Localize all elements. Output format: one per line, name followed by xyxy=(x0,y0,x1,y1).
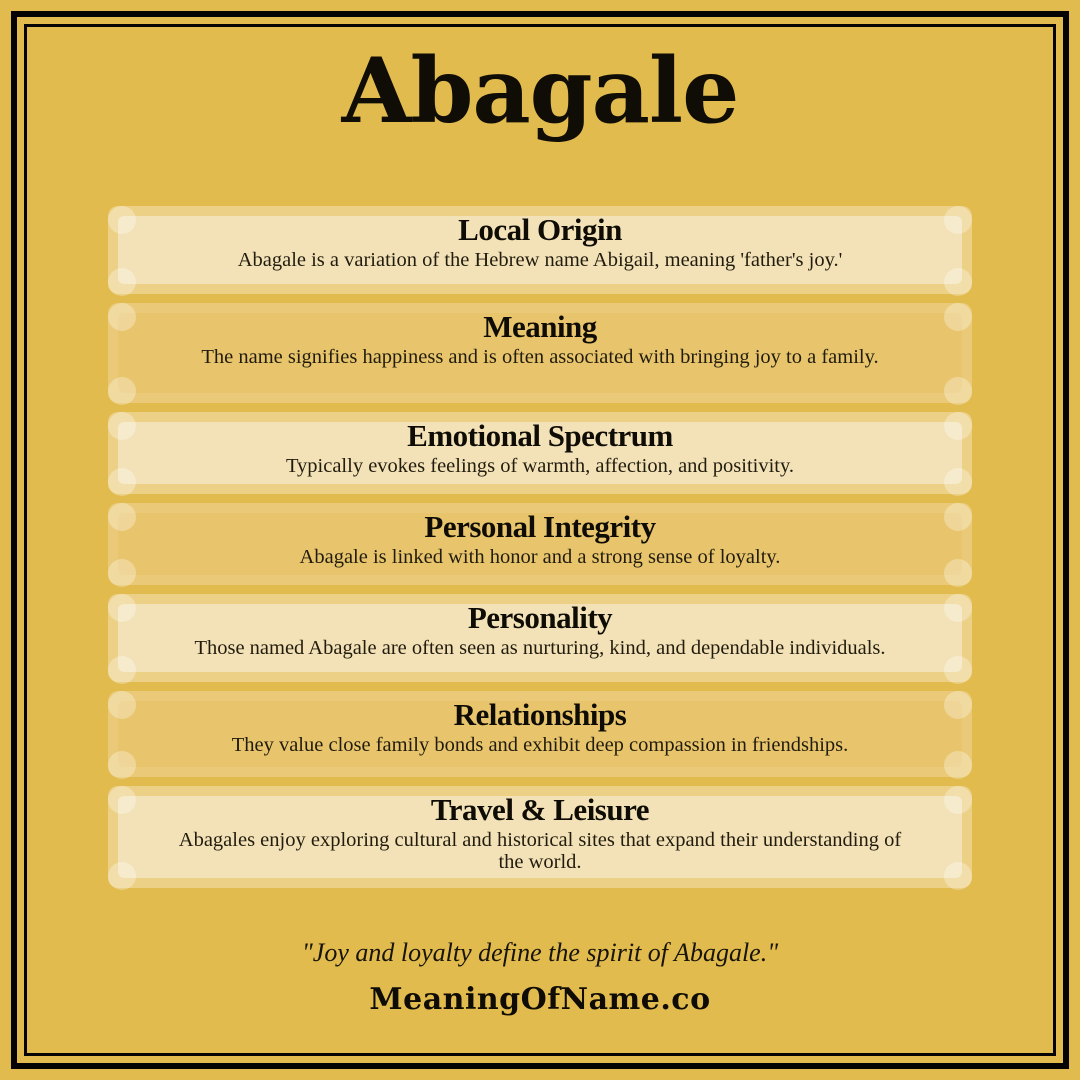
section-content xyxy=(108,303,972,374)
section-heading: Relationships xyxy=(453,697,627,732)
section-body: Typically evokes feelings of warmth, affection, and positivity. xyxy=(285,454,795,477)
section-heading: Personality xyxy=(467,600,613,635)
section-body: Abagale is a variation of the Hebrew name Abigail, meaning 'father's joy.' xyxy=(237,248,843,271)
section-card-emotional-spectrum xyxy=(108,412,972,494)
section-heading: Emotional Spectrum xyxy=(407,418,673,453)
section-content xyxy=(108,691,972,762)
section-heading: Local Origin xyxy=(458,212,622,247)
name-title: Abagale xyxy=(341,38,739,144)
section-body: They value close family bonds and exhibit deep compassion in friendships. xyxy=(231,733,849,756)
section-body: Abagale is linked with honor and a strong sense of loyalty. xyxy=(299,545,781,568)
section-card-local-origin xyxy=(108,206,972,294)
section-content xyxy=(108,594,972,665)
section-card-relationships xyxy=(108,691,972,777)
section-heading: Personal Integrity xyxy=(424,509,656,544)
quote-text: "Joy and loyalty define the spirit of Abagale." xyxy=(301,938,779,967)
section-heading: Travel & Leisure xyxy=(430,792,650,827)
section-body: Those named Abagale are often seen as nurturing, kind, and dependable individuals. xyxy=(194,636,886,659)
section-body: Abagales enjoy exploring cultural and historical sites that expand their understanding of the world. xyxy=(178,828,902,874)
section-card-personality xyxy=(108,594,972,682)
section-content xyxy=(108,503,972,574)
sections-list xyxy=(108,206,972,888)
brand-name: MeaningOfName.co xyxy=(369,982,711,1017)
section-content xyxy=(108,786,972,880)
section-card-personal-integrity xyxy=(108,503,972,585)
section-content xyxy=(108,206,972,277)
corner-glow-dot xyxy=(108,377,136,405)
section-card-meaning xyxy=(108,303,972,403)
corner-glow-dot xyxy=(944,377,972,405)
section-heading: Meaning xyxy=(483,309,597,344)
section-body: The name signifies happiness and is often associated with bringing joy to a family. xyxy=(201,345,879,368)
section-content xyxy=(108,412,972,483)
section-card-travel-leisure xyxy=(108,786,972,888)
